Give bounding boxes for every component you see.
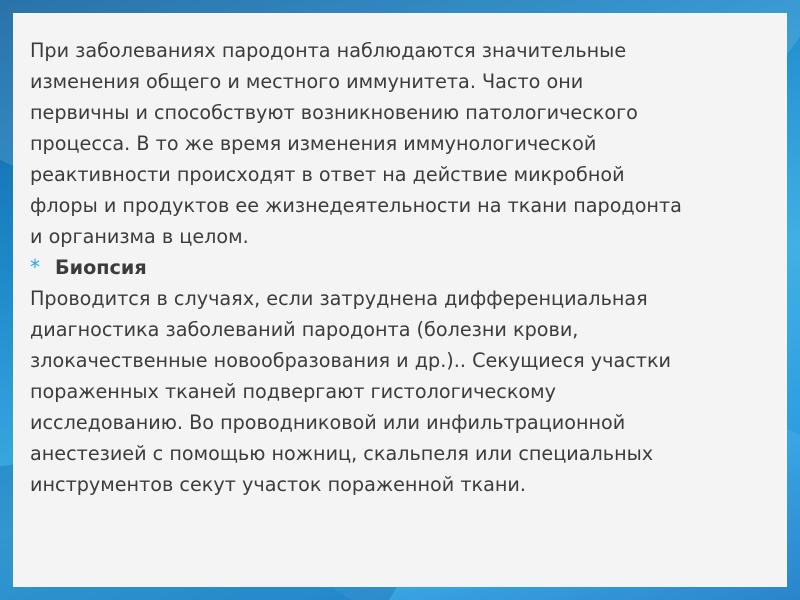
bullet-heading: Биопсия [55,256,147,279]
bullet-item-biopsy [30,252,775,283]
slide-card [13,13,787,587]
slide-content [30,35,775,500]
intro-paragraph: При заболеваниях пародонта наблюдаются значительные изменения общего и местного иммунитета. Часто они первичны и способствуют возникновению патологического процесса. В то же время изменения иммунологической реактивности происходят в ответ на действие микробной флоры и продуктов ее жизнедеятельности на ткани пародонта и организма в целом. [30,39,682,248]
asterisk-bullet-icon: * [30,255,40,279]
biopsy-paragraph: Проводится в случаях, если затруднена дифференциальная диагностика заболеваний пародонта (болезни крови, злокачественные новообразования и др.).. Секущиеся участки пораженных тканей подвергают гистологическому исследованию. Во проводниковой или инфильтрационной анестезией с помощью ножниц, скальпеля или специальных инструментов секут участок пораженной ткани. [30,287,672,496]
